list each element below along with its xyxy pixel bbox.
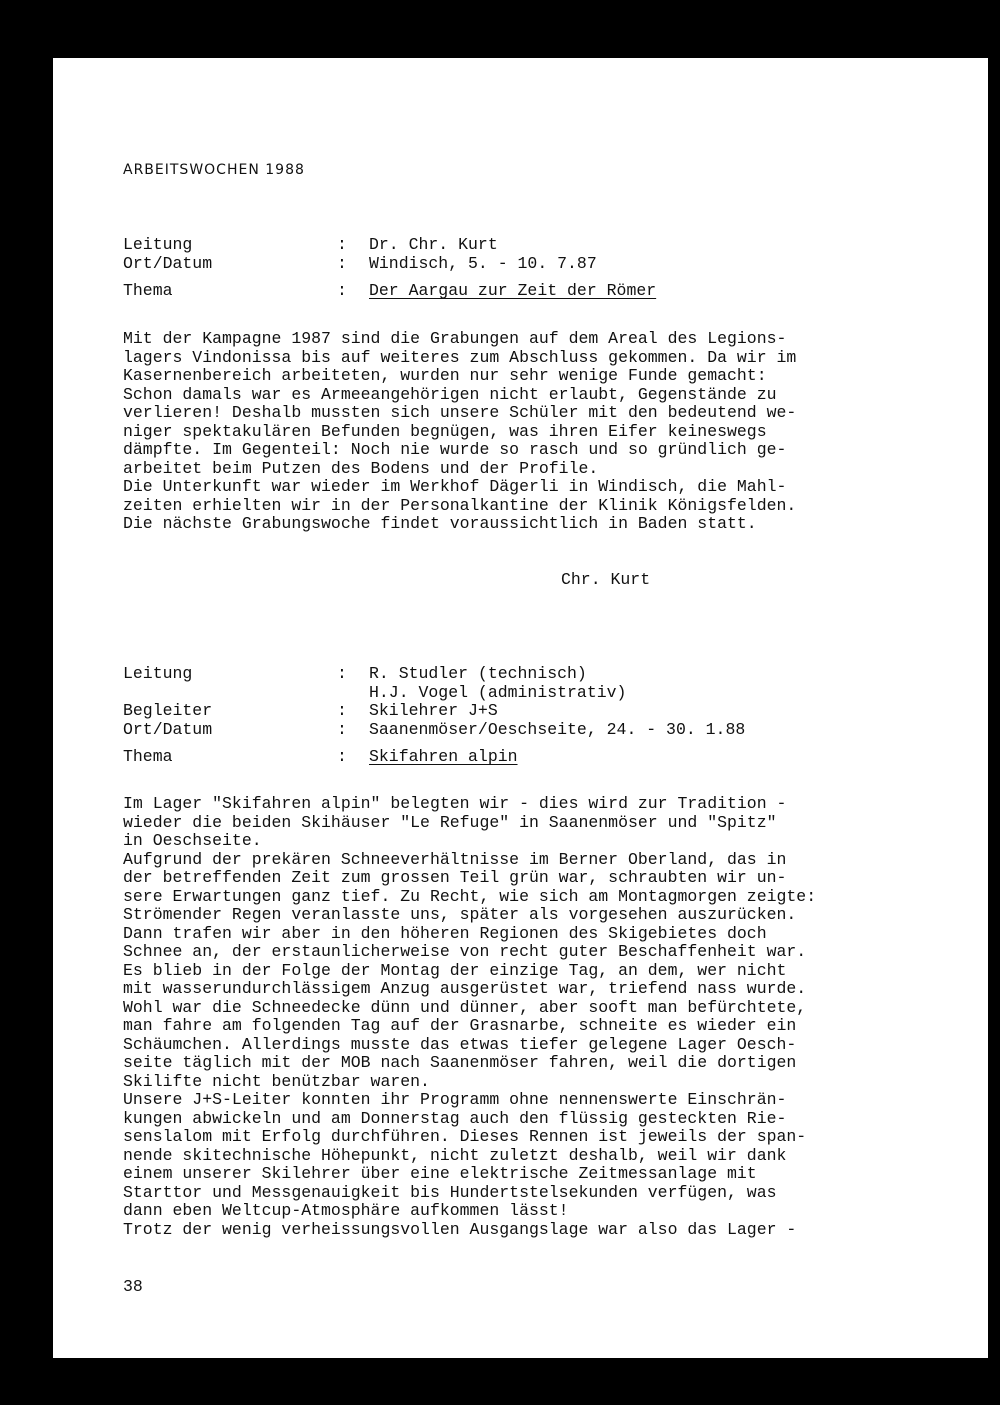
meta-colon: : <box>337 235 347 254</box>
meta-label: Ort/Datum <box>123 253 213 273</box>
body-line: senslalom mit Erfolg durchführen. Dieses Rennen ist jeweils der span- <box>123 1127 807 1146</box>
meta-row-ort-datum <box>123 255 883 274</box>
meta-label: Begleiter <box>123 701 213 720</box>
body-line <box>123 534 913 553</box>
meta-row-begleiter <box>123 702 883 721</box>
meta-row-leitung-cont <box>123 684 883 703</box>
meta-colon: : <box>337 747 347 766</box>
meta-row-leitung <box>123 665 883 684</box>
page-header: ARBEITSWOCHEN 1988 <box>123 162 305 178</box>
meta-value: Skilehrer J+S <box>369 701 498 720</box>
section-1-meta <box>123 236 883 301</box>
body-line <box>123 1276 913 1295</box>
body-line: kungen abwickeln und am Donnerstag auch den flüssig gesteckten Rie- <box>123 1108 787 1128</box>
meta-value-thema: Skifahren alpin <box>369 747 518 766</box>
body-line: einem unserer Skilehrer über eine elektrische Zeitmessanlage mit <box>123 1164 757 1183</box>
body-line: Schon damals war es Armeeangehörigen nicht erlaubt, Gegenstände zu <box>123 384 777 404</box>
meta-row-thema <box>123 748 883 767</box>
section-2-body <box>123 795 913 1295</box>
body-line: Schäumchen. Allerdings musste das etwas tiefer gelegene Lager Oesch- <box>123 1034 797 1054</box>
body-line: mit wasserundurchlässigem Anzug ausgerüstet war, triefend nass wurde. <box>123 979 807 998</box>
body-line: Schnee an, der erstaunlicherweise von recht guter Beschaffenheit war. <box>123 942 807 961</box>
meta-value: Dr. Chr. Kurt <box>369 235 498 254</box>
body-line: arbeitet beim Putzen des Bodens und der Profile. <box>123 458 599 478</box>
section-2-meta <box>123 665 883 767</box>
meta-value: H.J. Vogel (administrativ) <box>369 682 627 702</box>
body-line: lagers Vindonissa bis auf weiteres zum Abschluss gekommen. Da wir im <box>123 347 797 367</box>
section-1-body <box>123 330 913 552</box>
meta-label: Ort/Datum <box>123 719 213 739</box>
body-line: dämpfte. Im Gegenteil: Noch nie wurde so rasch und so gründlich ge- <box>123 440 787 459</box>
body-line: Mit der Kampagne 1987 sind die Grabungen auf dem Areal des Legions- <box>123 329 787 348</box>
body-line: Es blieb in der Folge der Montag der einzige Tag, an dem, wer nicht <box>123 960 787 980</box>
meta-colon: : <box>337 719 347 739</box>
body-line: Die Unterkunft war wieder im Werkhof Dägerli in Windisch, die Mahl- <box>123 477 787 496</box>
meta-value-thema: Der Aargau zur Zeit der Römer <box>369 281 657 300</box>
body-line: Wohl war die Schneedecke dünn und dünner, aber sooft man befürchtete, <box>123 997 807 1017</box>
document-page <box>53 58 988 1358</box>
body-line: wieder die beiden Skihäuser "Le Refuge" in Saanenmöser und "Spitz" <box>123 812 777 832</box>
body-line <box>123 1239 913 1258</box>
meta-value: Windisch, 5. - 10. 7.87 <box>369 253 597 273</box>
meta-colon: : <box>337 664 347 683</box>
body-line: niger spektakulären Befunden begnügen, was ihren Eifer keineswegs <box>123 421 767 441</box>
body-line: seite täglich mit der MOB nach Saanenmöser fahren, weil die dortigen <box>123 1053 797 1072</box>
body-line <box>123 1258 913 1277</box>
meta-label: Leitung <box>123 235 193 254</box>
body-line: dann eben Weltcup-Atmosphäre aufkommen lässt! <box>123 1201 569 1220</box>
body-line: sere Erwartungen ganz tief. Zu Recht, wie sich am Montagmorgen zeigte: <box>123 886 817 906</box>
meta-row-leitung <box>123 236 883 255</box>
meta-colon: : <box>337 281 347 300</box>
body-line: zeiten erhielten wir in der Personalkantine der Klinik Königsfelden. <box>123 495 797 515</box>
signature: Chr. Kurt <box>561 570 651 589</box>
body-line: Dann trafen wir aber in den höheren Regionen des Skigebietes doch <box>123 923 767 943</box>
body-line: nende skitechnische Höhepunkt, nicht zuletzt deshalb, weil wir dank <box>123 1145 787 1165</box>
meta-row-thema <box>123 282 883 301</box>
body-line: Trotz der wenig verheissungsvollen Ausgangslage war also das Lager - <box>123 1219 797 1239</box>
body-line: Aufgrund der prekären Schneeverhältnisse im Berner Oberland, das in <box>123 849 787 869</box>
body-line: Im Lager "Skifahren alpin" belegten wir - dies wird zur Tradition - <box>123 794 787 813</box>
meta-label: Thema <box>123 281 173 300</box>
body-line: Skilifte nicht benützbar waren. <box>123 1071 430 1091</box>
meta-label: Thema <box>123 747 173 766</box>
body-line: man fahre am folgenden Tag auf der Grasnarbe, schneite es wieder ein <box>123 1016 797 1035</box>
body-line: Unsere J+S-Leiter konnten ihr Programm ohne nennenswerte Einschrän- <box>123 1090 787 1109</box>
meta-label: Leitung <box>123 664 193 683</box>
body-line: Strömender Regen veranlasste uns, später als vorgesehen auszurücken. <box>123 905 797 924</box>
body-line: der betreffenden Zeit zum grossen Teil grün war, schraubten wir un- <box>123 868 787 887</box>
meta-row-ort-datum <box>123 721 883 740</box>
meta-colon: : <box>337 253 347 273</box>
meta-value: Saanenmöser/Oeschseite, 24. - 30. 1.88 <box>369 719 746 739</box>
body-line: verlieren! Deshalb mussten sich unsere Schüler mit den bedeutend we- <box>123 403 797 422</box>
page-number: 38 <box>123 1277 143 1296</box>
body-line: Kasernenbereich arbeiteten, wurden nur sehr wenige Funde gemacht: <box>123 366 767 385</box>
body-line: Die nächste Grabungswoche findet voraussichtlich in Baden statt. <box>123 514 757 533</box>
body-line: in Oeschseite. <box>123 831 262 850</box>
meta-value: R. Studler (technisch) <box>369 664 587 683</box>
meta-colon: : <box>337 701 347 720</box>
body-line: Starttor und Messgenauigkeit bis Hundertstelsekunden verfügen, was <box>123 1182 777 1202</box>
